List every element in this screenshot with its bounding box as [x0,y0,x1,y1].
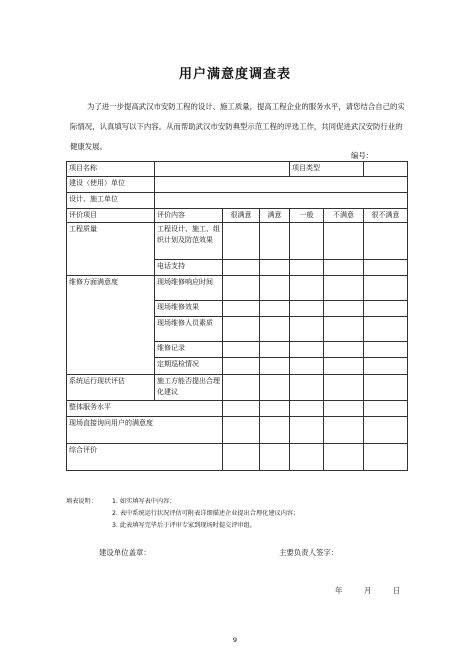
project-type-label: 项目类型 [290,162,364,177]
project-type-field[interactable] [364,162,408,177]
instructions-label: 填表说明： [66,498,97,505]
satisfaction-survey-table [66,161,408,471]
rating-cell[interactable] [364,342,408,358]
rating-cell[interactable] [223,276,260,301]
rating-cell[interactable] [260,417,290,444]
rating-cell[interactable] [290,401,324,417]
document-title: 用户满意度调查表 [178,67,291,82]
content-cell: 现场维修响应时间 [155,276,223,301]
rating-cell[interactable] [223,358,260,375]
direct-inquiry-row [67,417,408,444]
rating-cell[interactable] [290,375,324,401]
rating-cell[interactable] [223,401,260,417]
project-name-row [67,162,408,177]
intro-paragraph: 为了进一步提高武汉市安防工程的设计、施工质量，提高工程企业的服务水平，请您结合自己的实际情况，认真填写以下内容。从而帮助武汉市安防典型示范工程的评选工作，共同促进武汉安防行业的健康发展。 [70,102,405,151]
overall-service-label: 整体服务水平 [67,401,223,417]
rating-cell[interactable] [260,317,290,342]
rating-cell[interactable] [223,417,260,444]
overall-rating-label: 综合评价 [67,444,223,471]
rating-cell[interactable] [290,317,324,342]
rating-cell[interactable] [223,342,260,358]
rating-cell[interactable] [324,301,364,317]
responsible-person-signature-label: 主要负责人签字： [279,548,339,557]
rating-cell[interactable] [290,301,324,317]
rating-cell[interactable] [260,358,290,375]
rating-cell[interactable] [364,444,408,471]
client-unit-label: 建设（使用）单位 [67,177,155,193]
content-cell: 定期巡检情况 [155,358,223,375]
instruction-item: 1. 如实填写表中内容； [112,498,176,505]
rating-cell[interactable] [364,375,408,401]
rating-cell[interactable] [223,223,260,260]
rating-cell[interactable] [364,358,408,375]
content-cell: 电话支持 [155,260,223,276]
table-row [67,375,408,401]
overall-service-row [67,401,408,417]
rating-cell[interactable] [223,260,260,276]
rating-cell[interactable] [260,260,290,276]
content-cell: 工程设计、施工、组织计划及防范效果 [155,223,223,260]
rating-cell[interactable] [260,223,290,260]
filling-instructions [66,496,411,532]
rating-cell[interactable] [290,342,324,358]
rating-cell[interactable] [324,276,364,301]
rating-cell[interactable] [324,342,364,358]
direct-inquiry-label: 现场直接询问用户的满意度 [67,417,223,444]
header-content: 评价内容 [155,209,223,223]
rating-cell[interactable] [290,358,324,375]
rating-cell[interactable] [260,276,290,301]
header-very-dissatisfied: 很不满意 [364,209,408,223]
date-day-label: 日 [393,586,401,595]
rating-cell[interactable] [324,401,364,417]
rating-cell[interactable] [364,417,408,444]
instruction-item: 2. 表中系统运行状况评估可附表详细描述企业提出合理化建议内容； [112,510,300,517]
unit-seal-label: 建设单位盖章： [99,548,151,557]
contractor-unit-row [67,193,408,209]
header-item: 评价项目 [67,209,155,223]
rating-cell[interactable] [364,223,408,260]
rating-cell[interactable] [260,401,290,417]
rating-cell[interactable] [290,260,324,276]
project-name-field[interactable] [155,162,290,177]
item-engineering-quality: 工程质量 [67,223,155,276]
rating-cell[interactable] [290,223,324,260]
item-system-operation-assessment: 系统运行现状评估 [67,375,155,401]
date-month-label: 月 [364,586,372,595]
content-cell: 施工方能否提出合理化建议 [155,375,223,401]
serial-number-label: 编号： [351,151,374,160]
rating-cell[interactable] [324,317,364,342]
header-neutral: 一般 [290,209,324,223]
rating-cell[interactable] [364,301,408,317]
overall-rating-row [67,444,408,471]
rating-cell[interactable] [364,317,408,342]
header-satisfied: 满意 [260,209,290,223]
rating-cell[interactable] [324,444,364,471]
project-name-label: 项目名称 [67,162,155,177]
content-cell: 现场维修效果 [155,301,223,317]
rating-cell[interactable] [290,417,324,444]
rating-cell[interactable] [223,317,260,342]
contractor-unit-label: 设计、施工单位 [67,193,155,209]
rating-cell[interactable] [260,301,290,317]
rating-cell[interactable] [324,223,364,260]
rating-cell[interactable] [223,375,260,401]
client-unit-field[interactable] [155,177,408,193]
rating-cell[interactable] [223,301,260,317]
table-row [67,276,408,301]
rating-cell[interactable] [324,260,364,276]
rating-cell[interactable] [324,417,364,444]
client-unit-row [67,177,408,193]
header-very-satisfied: 很满意 [223,209,260,223]
content-cell: 维修记录 [155,342,223,358]
instruction-item: 3. 此表填写完毕后于评审专家到现场时提交评审组。 [112,522,256,529]
rating-cell[interactable] [260,444,290,471]
rating-cell[interactable] [260,375,290,401]
rating-cell[interactable] [324,375,364,401]
rating-cell[interactable] [260,342,290,358]
rating-cell[interactable] [290,444,324,471]
rating-cell[interactable] [223,444,260,471]
table-row [67,223,408,260]
item-maintenance-satisfaction: 维修方面满意度 [67,276,155,375]
page-number: 9 [232,636,238,644]
date-year-label: 年 [335,586,343,595]
header-row [67,209,408,223]
content-cell: 现场维修人员素质 [155,317,223,342]
rating-cell[interactable] [290,276,324,301]
contractor-unit-field[interactable] [155,193,408,209]
rating-cell[interactable] [364,401,408,417]
rating-cell[interactable] [364,260,408,276]
rating-cell[interactable] [324,358,364,375]
rating-cell[interactable] [364,276,408,301]
header-dissatisfied: 不满意 [324,209,364,223]
